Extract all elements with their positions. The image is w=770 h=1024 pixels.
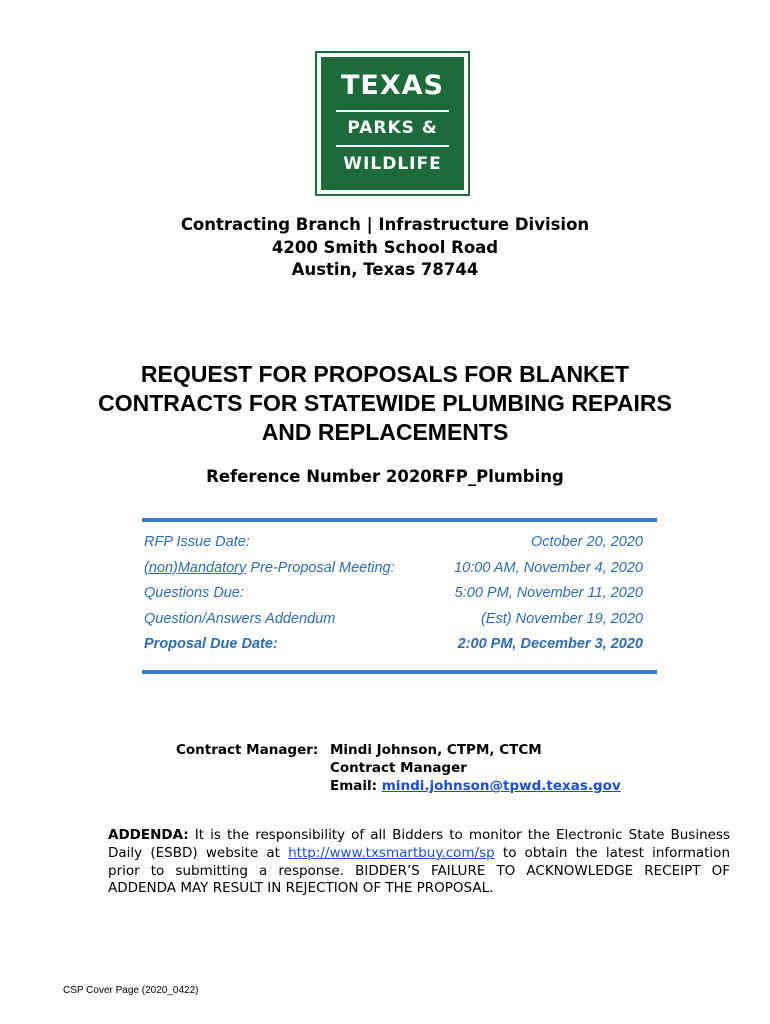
schedule-row-issue-date [144, 530, 643, 556]
logo-text-parks: PARKS & [347, 118, 438, 138]
address-line-division: Contracting Branch | Infrastructure Division [180, 215, 590, 234]
schedule-bottom-rule [142, 670, 657, 674]
mandatory-qualifier: (non)Mandatory [144, 559, 247, 576]
addenda-line: prior to submitting a response. BIDDER’S FAILURE TO ACKNOWLEDGE RECEIPT OF [108, 862, 730, 879]
schedule-value: 2:00 PM, December 3, 2020 [457, 636, 643, 652]
schedule-value: October 20, 2020 [530, 534, 643, 550]
addenda-line: ADDENDA MAY RESULT IN REJECTION OF THE PROPOSAL. [108, 880, 494, 897]
contact-details [330, 741, 621, 795]
logo-divider [336, 110, 449, 112]
schedule-top-rule [142, 518, 657, 522]
addenda-line [108, 827, 730, 845]
logo-text-texas: TEXAS [340, 70, 445, 101]
schedule-label: Question/Answers Addendum [144, 610, 336, 627]
schedule-row-proposal-due [144, 632, 643, 658]
contact-name: Mindi Johnson, CTPM, CTCM [330, 742, 542, 758]
schedule-value: 10:00 AM, November 4, 2020 [454, 559, 643, 576]
logo-divider [336, 145, 449, 147]
addenda-notice [108, 827, 730, 898]
address-line-city: Austin, Texas 78744 [291, 260, 479, 279]
address-line-street: 4200 Smith School Road [271, 237, 499, 257]
schedule-value: 5:00 PM, November 11, 2020 [454, 585, 643, 601]
addenda-text: Daily (ESBD) website at [108, 844, 289, 861]
contact-role: Contract Manager [330, 760, 467, 776]
tpwd-logo [317, 53, 468, 194]
contact-email-line [330, 777, 621, 795]
email-link[interactable]: mindi.johnson@tpwd.texas.gov [381, 778, 621, 794]
addenda-text: It is the responsibility of all Bidders to monitor the Electronic State Business [188, 827, 730, 843]
title-line-2: CONTRACTS FOR STATEWIDE PLUMBING REPAIRS [98, 390, 672, 416]
title-line-1: REQUEST FOR PROPOSALS FOR BLANKET [140, 361, 630, 387]
schedule-value: (Est) November 19, 2020 [481, 610, 643, 627]
reference-number: Reference Number 2020RFP_Plumbing [206, 467, 564, 486]
office-address [0, 214, 770, 282]
logo-text-wildlife: WILDLIFE [343, 154, 442, 174]
page-footer: CSP Cover Page (2020_0422) [63, 985, 199, 996]
schedule-row-pre-proposal-meeting [144, 556, 643, 582]
schedule-label: RFP Issue Date: [144, 534, 250, 550]
schedule-table [144, 530, 643, 658]
schedule-row-questions-due [144, 581, 643, 607]
addenda-heading: ADDENDA: [108, 827, 189, 843]
title-line-3: AND REPLACEMENTS [261, 419, 509, 445]
document-title [40, 360, 730, 447]
schedule-label-rest: Pre-Proposal Meeting: [246, 559, 395, 576]
schedule-label [144, 556, 395, 582]
addenda-text: to obtain the latest information [494, 844, 730, 861]
schedule-label: Proposal Due Date: [144, 636, 278, 652]
contact-label: Contract Manager: [176, 742, 319, 758]
esbd-link[interactable]: http://www.txsmartbuy.com/sp [288, 844, 495, 861]
addenda-line [108, 845, 730, 863]
email-label: Email: [330, 778, 382, 794]
schedule-row-addendum [144, 607, 643, 633]
schedule-label: Questions Due: [144, 585, 244, 601]
